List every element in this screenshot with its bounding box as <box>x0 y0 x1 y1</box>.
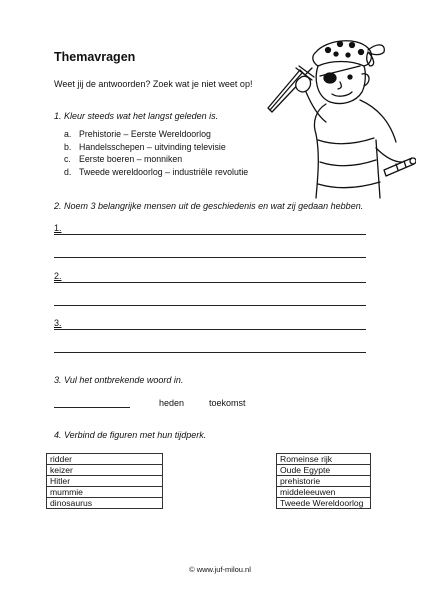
answer-number-2: 2. <box>54 271 62 281</box>
table-row[interactable] <box>47 476 163 487</box>
table-row[interactable] <box>277 465 371 476</box>
figure-cell: Hitler <box>47 476 163 487</box>
question-2: 2. Noem 3 belangrijke mensen uit de geschiedenis en wat zij gedaan hebben. <box>54 201 364 211</box>
word-heden: heden <box>159 398 185 408</box>
option-a[interactable]: a. Prehistorie – Eerste Wereldoorlog <box>64 129 211 139</box>
answer-line[interactable] <box>54 234 366 235</box>
answer-number-1: 1. <box>54 223 62 233</box>
answer-line[interactable] <box>54 282 366 283</box>
question-1: 1. Kleur steeds wat het langst geleden is. <box>54 111 219 121</box>
era-cell: middeleeuwen <box>277 487 371 498</box>
option-c[interactable]: c. Eerste boeren – monniken <box>64 154 183 164</box>
option-d[interactable]: d. Tweede wereldoorlog – industriële revolutie <box>64 166 249 177</box>
figure-cell: ridder <box>47 454 163 465</box>
fill-in-blank[interactable] <box>54 407 130 408</box>
table-row[interactable] <box>47 498 163 509</box>
intro-text: Weet jij de antwoorden? Zoek wat je niet weet op! <box>54 79 253 89</box>
answer-line[interactable] <box>54 257 366 258</box>
era-cell: Oude Egypte <box>277 465 371 476</box>
worksheet-title: Themavragen <box>54 50 136 64</box>
answer-line[interactable] <box>54 329 366 330</box>
question-1-options <box>64 128 248 178</box>
question-3: 3. Vul het ontbrekende woord in. <box>54 375 184 385</box>
figure-cell: mummie <box>47 487 163 498</box>
table-row[interactable] <box>277 487 371 498</box>
word-toekomst: toekomst <box>209 398 246 408</box>
answer-line[interactable] <box>54 352 366 353</box>
question-4: 4. Verbind de figuren met hun tijdperk. <box>54 430 207 440</box>
figure-cell: dinosaurus <box>47 498 163 509</box>
pirate-illustration-icon <box>256 30 416 200</box>
option-b[interactable]: b. Handelsschepen – uitvinding televisie <box>64 141 226 152</box>
table-row[interactable] <box>277 498 371 509</box>
figures-table <box>46 453 163 509</box>
footer-copyright: © www.juf-milou.nl <box>189 565 251 574</box>
answer-number-3: 3. <box>54 318 62 328</box>
table-row[interactable] <box>277 476 371 487</box>
table-row[interactable] <box>47 487 163 498</box>
eras-table <box>276 453 371 509</box>
answer-line[interactable] <box>54 305 366 306</box>
table-row[interactable] <box>47 454 163 465</box>
figure-cell: keizer <box>47 465 163 476</box>
table-row[interactable] <box>47 465 163 476</box>
table-row[interactable] <box>277 454 371 465</box>
era-cell: Romeinse rijk <box>277 454 371 465</box>
era-cell: prehistorie <box>277 476 371 487</box>
era-cell: Tweede Wereldoorlog <box>277 498 371 509</box>
